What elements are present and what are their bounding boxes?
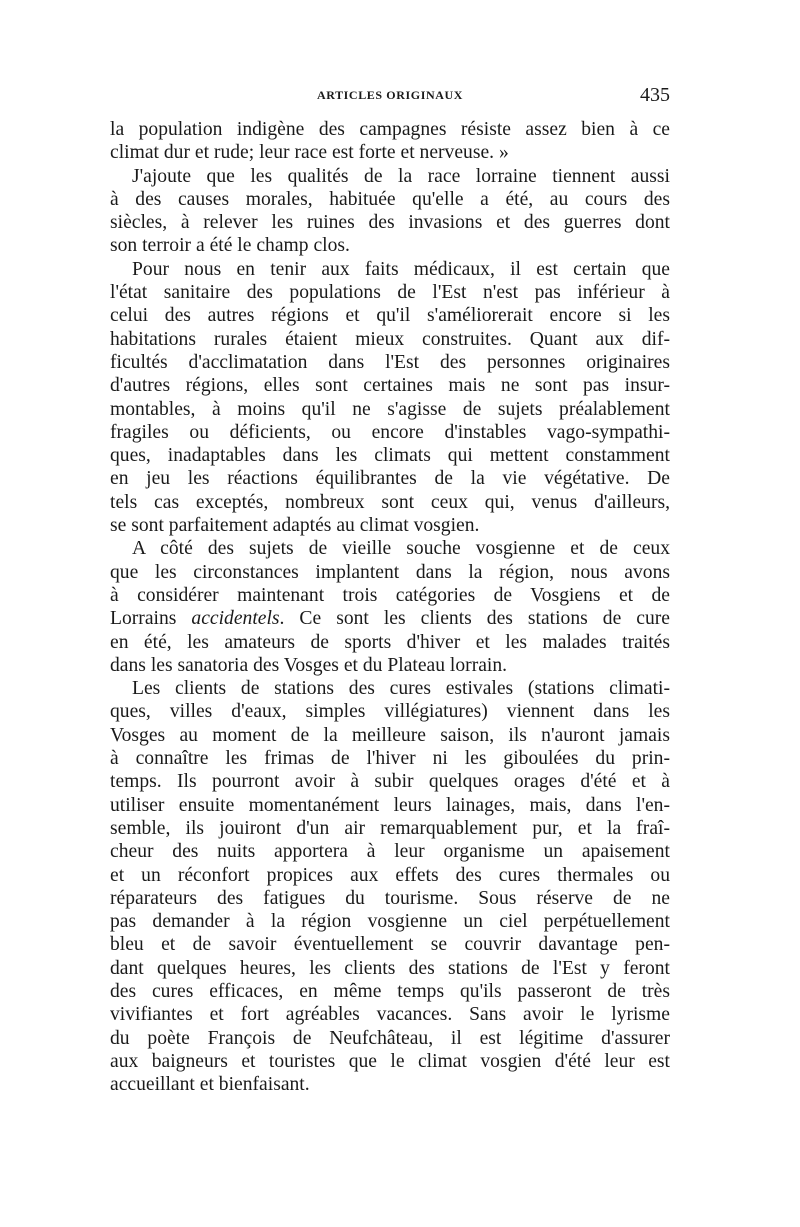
text-line: dant quelques heures, les clients des stations de l'Est y feront [110,957,670,979]
text-line: vivifiantes et fort agréables vacances. Sans avoir le lyrisme [110,1004,670,1026]
text-line: à connaître les frimas de l'hiver ni les giboulées du prin- [110,748,670,770]
text-line: tels cas exceptés, nombreux sont ceux qui, venus d'ailleurs, [110,491,670,513]
text-line: dans les sanatoria des Vosges et du Plateau lorrain. [110,654,508,676]
text-line: ques, villes d'eaux, simples villégiatures) viennent dans les [110,701,670,723]
text-line: utiliser ensuite momentanément leurs lainages, mais, dans l'en- [110,794,670,816]
text-line: temps. Ils pourront avoir à subir quelques orages d'été et à [110,771,670,793]
text-line: accueillant et bienfaisant. [110,1074,310,1096]
text-line: montables, à moins qu'il ne s'agisse de sujets préalablement [110,398,670,420]
text-line: son terroir a été le champ clos. [110,235,350,257]
text-line: se sont parfaitement adaptés au climat vosgien. [110,515,480,537]
text-line: à des causes morales, habituée qu'elle a été, au cours des [110,188,670,210]
article-body [110,118,670,1096]
text-line: A côté des sujets de vieille souche vosgienne et de ceux [132,538,670,560]
text-line: en jeu les réactions équilibrantes de la vie végétative. De [110,468,670,490]
running-header [110,86,670,106]
text-line: en été, les amateurs de sports d'hiver et les malades traités [110,631,670,653]
text-line: la population indigène des campagnes résiste assez bien à ce [110,119,670,140]
text-line: que les circonstances implantent dans la région, nous avons [110,561,670,583]
running-title: ARTICLES ORIGINAUX [316,88,464,102]
text-line: ficultés d'acclimatation dans l'Est des personnes originaires [110,351,670,373]
text-line: siècles, à relever les ruines des invasions et des guerres dont [110,212,670,234]
text-line: Les clients de stations des cures estivales (stations climati- [132,678,670,700]
text-line: réparateurs des fatigues du tourisme. Sous réserve de ne [110,887,670,909]
text-line: du poète François de Neufchâteau, il est légitime d'assurer [110,1027,670,1049]
text-line: semble, ils jouiront d'un air remarquablement pur, et la fraî- [110,817,670,839]
text-line: pas demander à la région vosgienne un ciel perpétuellement [110,911,670,933]
text-line: fragiles ou déficients, ou encore d'instables vago-sympathi- [110,421,670,443]
text-line: habitations rurales étaient mieux construites. Quant aux dif- [110,328,670,350]
text-line: l'état sanitaire des populations de l'Est n'est pas inférieur à [110,282,670,304]
text-line: d'autres régions, elles sont certaines mais ne sont pas insur- [110,375,670,397]
text-line: Vosges au moment de la meilleure saison, ils n'auront jamais [110,724,670,746]
text-line: aux baigneurs et touristes que le climat vosgien d'été leur est [110,1050,670,1072]
text-line: cheur des nuits apportera à leur organisme un apaisement [110,841,670,863]
text-line: celui des autres régions et qu'il s'améliorerait encore si les [110,305,670,327]
italic-word: accidentels [191,608,280,630]
text-line: bleu et de savoir éventuellement se couvrir davantage pen- [110,934,670,956]
text-line: Pour nous en tenir aux faits médicaux, il est certain que [132,258,670,280]
text-line: J'ajoute que les qualités de la race lorraine tiennent aussi [132,165,670,187]
text-line: ques, inadaptables dans les climats qui mettent constamment [110,445,670,467]
text-line: et un réconfort propices aux effets des cures thermales ou [110,864,670,886]
text-line: à considérer maintenant trois catégories de Vosgiens et de [110,584,670,606]
page-number: 435 [640,84,670,106]
text-line: des cures efficaces, en même temps qu'ils passeront de très [110,980,670,1002]
text-line: climat dur et rude; leur race est forte et nerveuse. » [110,142,509,164]
text-line: Lorrains accidentels. Ce sont les clients des stations de cure [110,608,670,630]
